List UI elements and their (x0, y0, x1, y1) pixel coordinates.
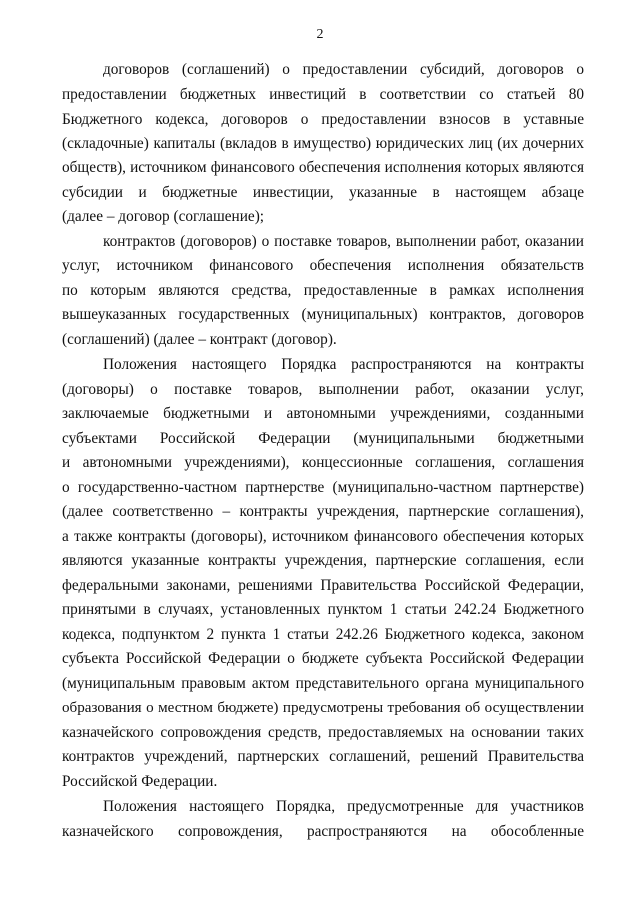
page-number: 2 (316, 27, 324, 42)
text-line: кодекса, подпунктом 2 пункта 1 статьи 242.26 Бюджетного кодекса, законом (62, 626, 584, 643)
text-line: Бюджетного кодекса, договоров о предоставлении взносов в уставные (62, 111, 584, 128)
text-line: по которым являются средства, предоставленные в рамках исполнения (62, 282, 584, 299)
text-line: и автономными учреждениями), концессионные соглашения, соглашения (62, 454, 584, 471)
text-line: субъектами Российской Федерации (муниципальными бюджетными (62, 430, 584, 447)
text-line: заключаемые бюджетными и автономными учреждениями, созданными (62, 405, 584, 422)
text-line: являются указанные контракты учреждения, партнерские соглашения, если (62, 552, 584, 569)
text-line: Положения настоящего Порядка, предусмотренные для участников (103, 798, 584, 815)
text-line: услуг, источником финансового обеспечения исполнения обязательств (62, 257, 584, 274)
text-line: обществ), источником финансового обеспечения исполнения которых являются (62, 159, 584, 176)
text-line: принятыми в случаях, установленных пунктом 1 статьи 242.24 Бюджетного (62, 601, 584, 618)
text-line: вышеуказанных государственных (муниципальных) контрактов, договоров (62, 306, 584, 323)
text-line: (муниципальным правовым актом представительного органа муниципального (62, 675, 584, 692)
text-line: образования о местном бюджете) предусмотрены требования об осуществлении (62, 700, 584, 716)
text-line: (договоры) о поставке товаров, выполнении работ, оказании услуг, (62, 381, 584, 398)
text-line: (складочные) капиталы (вкладов в имущество) юридических лиц (их дочерних (62, 135, 584, 152)
text-line: о государственно-частном партнерстве (муниципально-частном партнерстве) (62, 479, 584, 496)
text-line: субъекта Российской Федерации о бюджете субъекта Российской Федерации (62, 650, 584, 667)
text-line: Российской Федерации. (62, 773, 218, 790)
text-line: федеральными законами, решениями Правительства Российской Федерации, (62, 577, 584, 594)
text-line: договоров (соглашений) о предоставлении субсидий, договоров о (103, 61, 584, 78)
text-line: казначейского сопровождения средств, предоставляемых на основании таких (62, 724, 584, 741)
text-line: (далее соответственно – контракты учреждения, партнерские соглашения), (62, 503, 584, 520)
text-line: предоставлении бюджетных инвестиций в соответствии со статьей 80 (62, 86, 584, 103)
text-line: а также контракты (договоры), источником финансового обеспечения которых (62, 528, 584, 545)
text-line: казначейского сопровождения, распространяются на обособленные (62, 823, 584, 840)
text-line: контрактов (договоров) о поставке товаров, выполнении работ, оказании (103, 233, 584, 250)
text-line: контрактов учреждений, партнерских соглашений, решений Правительства (62, 748, 584, 765)
text-line: (далее – договор (соглашение); (62, 208, 265, 225)
text-line: субсидии и бюджетные инвестиции, указанные в настоящем абзаце (62, 184, 584, 201)
text-line: (соглашений) (далее – контракт (договор). (62, 331, 337, 348)
text-line: Положения настоящего Порядка распространяются на контракты (103, 356, 584, 373)
